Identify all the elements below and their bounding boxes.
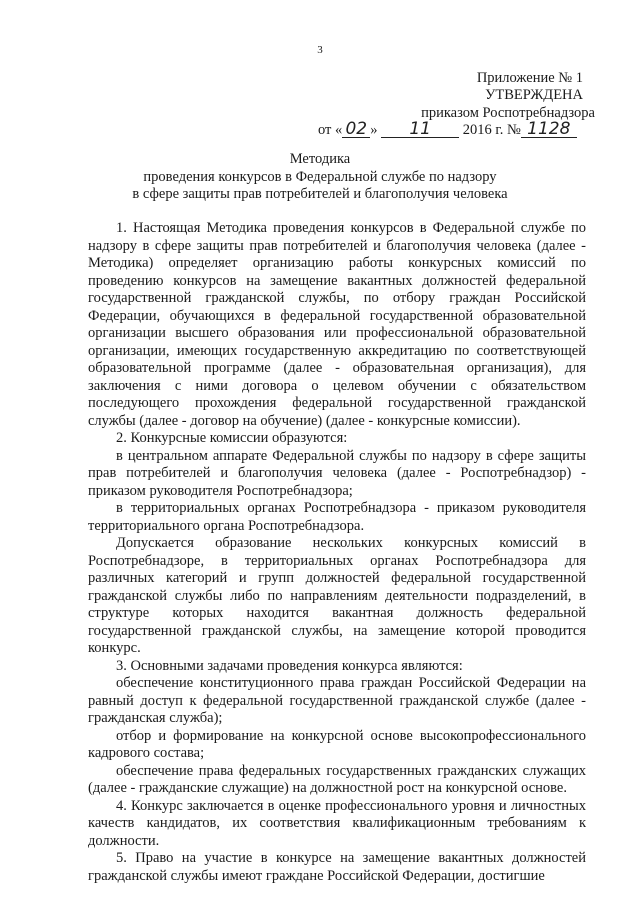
paragraph: 5. Право на участие в конкурсе на замещение вакантных должностей гражданской службы имеют граждане Российской Федерации, достигшие xyxy=(88,850,586,884)
appendix-label: Приложение № 1 xyxy=(476,70,583,86)
title-line-3: в сфере защиты прав потребителей и благополучия человека xyxy=(132,186,508,202)
document-body xyxy=(88,220,586,885)
paragraph: в центральном аппарате Федеральной службы по надзору в сфере защиты прав потребителей и благополучия человека (далее - Роспотребнадзор) - приказом руководителя Роспотребнадзора; xyxy=(88,447,586,499)
document-title xyxy=(0,151,640,204)
approved-stamp: УТВЕРЖДЕНА xyxy=(485,87,583,103)
date-mid: » xyxy=(370,122,378,138)
paragraph: обеспечение конституционного права граждан Российской Федерации на равный доступ к федеральной государственной гражданской службе (далее - гражданская служба); xyxy=(88,675,586,726)
date-prefix: от « xyxy=(318,122,343,138)
paragraph: Допускается образование нескольких конкурсных комиссий в Роспотребнадзоре, в территориальных органах Роспотребнадзора для различных категорий и групп должностей федеральной государственной гражданской службы либо по направлениям деятельности подразделений, в структуре которых находится вакантная должность федеральной государственной гражданской службы, на замещение которой проводится конкурс. xyxy=(88,535,586,656)
date-day: 02 xyxy=(342,122,370,138)
paragraph: 1. Настоящая Методика проведения конкурсов в Федеральной службе по надзору в сфере защиты прав потребителей и благополучия человека (далее - Методика) определяет организацию работы конкурсных комиссий по проведению конкурсов на замещение вакантных должностей федеральной государственной гражданской службы, по отбору граждан Российской Федерации, обучающихся в федеральной государственной образовательной организации высшего образования или профессиональной образовательной организации, имеющих государственную аккредитацию по соответствующей образовательной программе (далее - образовательная организация), для заключения с ними договора о целевом обучении с обязательством последующего прохождения федеральной государственной гражданской службы (далее - договор на обучение) (далее - конкурсные комиссии). xyxy=(88,220,586,429)
title-line-2: проведения конкурсов в Федеральной службе по надзору xyxy=(143,168,497,185)
paragraph: отбор и формирование на конкурсной основе высокопрофессионального кадрового состава; xyxy=(88,727,586,761)
date-year-number: 2016 г. № xyxy=(462,122,521,138)
paragraph: 2. Конкурсные комиссии образуются: xyxy=(116,430,348,446)
paragraph: 3. Основными задачами проведения конкурса являются: xyxy=(116,657,463,674)
page-number: 3 xyxy=(317,44,323,56)
date-month: 11 xyxy=(381,122,459,138)
title-line-1: Методика xyxy=(289,151,351,167)
paragraph: обеспечение права федеральных государственных гражданских служащих (далее - гражданские служащие) на должностной рост на конкурсной основе. xyxy=(88,762,586,796)
approval-date-line xyxy=(318,119,577,139)
paragraph: в территориальных органах Роспотребнадзора - приказом руководителя территориального органа Роспотребнадзора. xyxy=(88,500,586,534)
paragraph: 4. Конкурс заключается в оценке профессионального уровня и личностных качеств кандидатов, их соответствия квалификационным требованиям к должности. xyxy=(88,797,586,849)
order-reference: приказом Роспотребнадзора xyxy=(421,105,595,121)
order-number: 1128 xyxy=(521,122,577,138)
